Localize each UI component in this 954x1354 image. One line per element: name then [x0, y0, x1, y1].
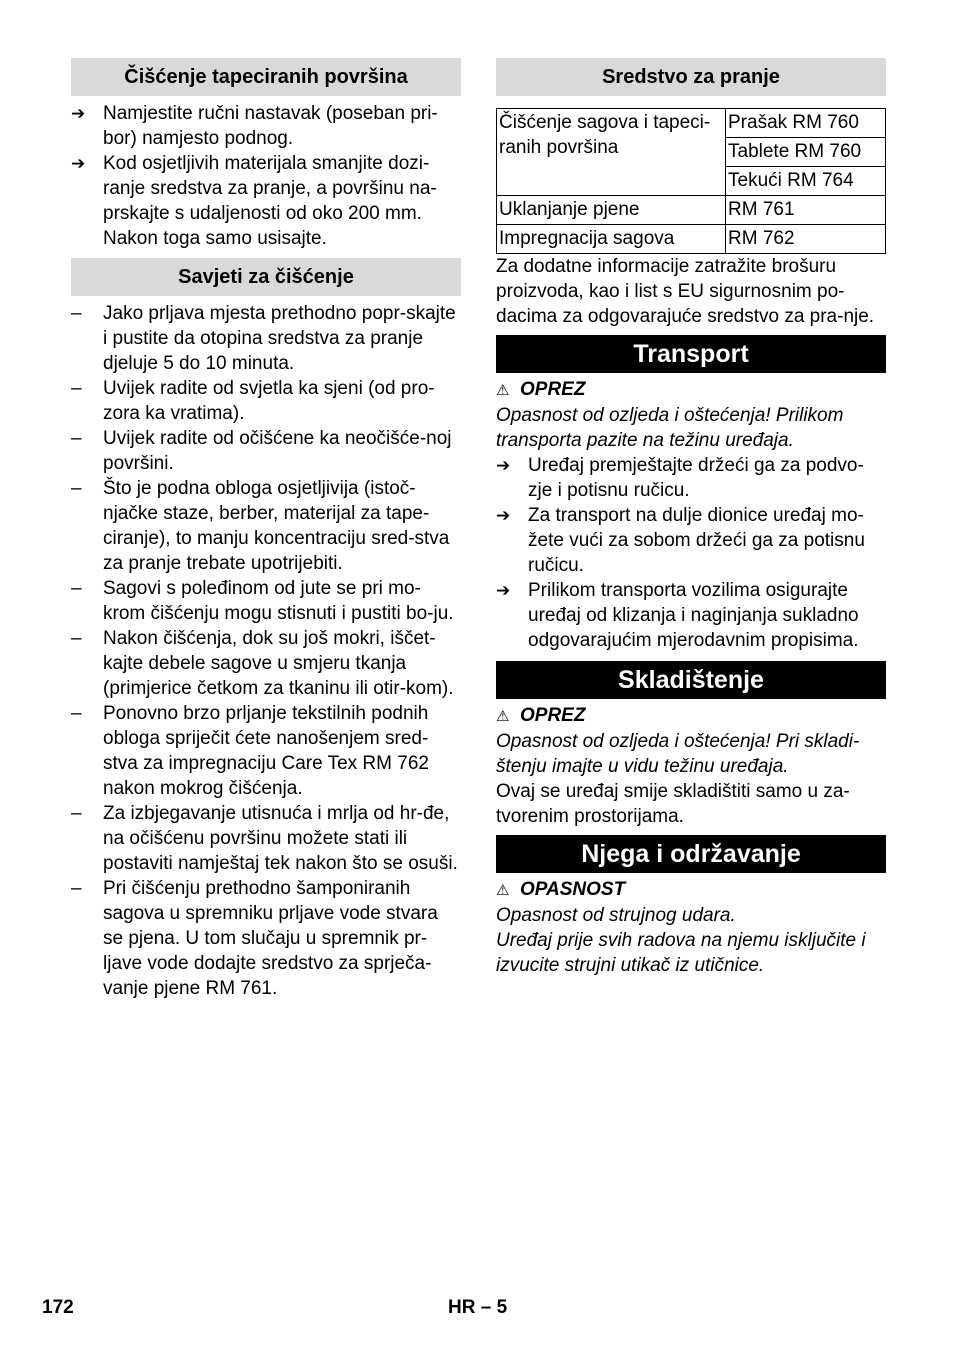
warning-label: OPREZ	[520, 379, 586, 400]
warning-text: Opasnost od ozljeda i oštećenja! Pri skladi-štenju imajte u vidu težinu uređaja.	[496, 731, 860, 777]
arrow-right-icon: ➔	[496, 506, 511, 525]
table-cell: Tablete RM 760	[726, 138, 886, 167]
warning-label: OPASNOST	[520, 879, 626, 900]
list-item: – Jako prljava mjesta prethodno popr-skajte i pustite da otopina sredstva za pranje djeluje 5 do 10 minuta.	[71, 303, 456, 374]
table-cell: RM 761	[726, 196, 886, 225]
list-item: ➔ Namjestite ručni nastavak (poseban pri-bor) namjesto podnog.	[71, 103, 438, 149]
list-item: – Što je podna obloga osjetljivija (istoč-njačke staze, berber, materijal za tape-ciranje), to manju koncentraciju sred-stva za pranje trebate upotrijebiti.	[71, 478, 450, 574]
section-heading-care: Njega i održavanje	[496, 835, 886, 873]
section-heading-upholstery: Čišćenje tapeciranih površina	[71, 58, 461, 96]
warning-text: Uređaj prije svih radova na njemu isključite i izvucite strujni utikač iz utičnice.	[496, 930, 866, 976]
section-heading-storage: Skladištenje	[496, 661, 886, 699]
table-cell: Uklanjanje pjene	[497, 196, 726, 225]
dash-bullet: –	[71, 578, 82, 599]
list-item: – Za izbjegavanje utisnuća i mrlja od hr-đe, na očišćenu površinu možete stati ili postaviti namještaj tek nakon što se osuši.	[71, 803, 458, 874]
dash-bullet: –	[71, 703, 82, 724]
list-item: ➔ Kod osjetljivih materijala smanjite dozi-ranje sredstva za pranje, a površinu na-prskajte s udaljenosti od oko 200 mm. Nakon toga samo usisajte.	[71, 153, 437, 249]
arrow-right-icon: ➔	[496, 456, 511, 475]
list-item: – Nakon čišćenja, dok su još mokri, iščet-kajte debele sagove u smjeru tkanja (primjerice četkom za tkaninu ili otir-kom).	[71, 628, 454, 699]
table-cell: Prašak RM 760	[726, 109, 886, 138]
list-item: ➔ Uređaj premještajte držeći ga za podvo-zje i potisnu ručicu.	[496, 455, 864, 501]
transport-list	[496, 453, 886, 653]
table-cell: Čišćenje sagova i tapeci-ranih površina	[497, 109, 726, 196]
dash-bullet: –	[71, 628, 82, 649]
dash-bullet: –	[71, 303, 82, 324]
warning-text: Opasnost od ozljeda i oštećenja! Prilikom transporta pazite na težinu uređaja.	[496, 405, 844, 451]
upholstery-list	[71, 101, 461, 251]
list-item: – Sagovi s poleđinom od jute se pri mo-krom čišćenju mogu stisnuti i pustiti bo-ju.	[71, 578, 454, 624]
list-item: ➔ Za transport na dulje dionice uređaj mo-žete vući za sobom držeći ga za potisnu ručicu.	[496, 505, 865, 576]
table-row	[497, 109, 886, 138]
detergent-table	[496, 108, 886, 254]
section-heading-detergent: Sredstvo za pranje	[496, 58, 886, 96]
arrow-right-icon: ➔	[71, 154, 86, 173]
storage-warning	[496, 703, 886, 779]
warning-triangle-icon: ⚠	[496, 708, 510, 725]
storage-text: Ovaj se uređaj smije skladištiti samo u za-tvorenim prostorijama.	[496, 781, 850, 827]
table-row	[497, 196, 886, 225]
table-cell: RM 762	[726, 225, 886, 254]
arrow-right-icon: ➔	[71, 104, 86, 123]
list-item: – Pri čišćenju prethodno šamponiranih sagova u spremniku prljave vode stvara se pjena. U tom slučaju u spremnik pr-ljave vode dodajte sredstvo za sprječa-vanje pjene RM 761.	[71, 878, 438, 999]
right-column	[496, 58, 886, 978]
list-item: – Ponovno brzo prljanje tekstilnih podnih obloga spriječit ćete nanošenjem sred-stva za impregnaciju Care Tex RM 762 nakon mokrog čišćenja.	[71, 703, 429, 799]
list-item: – Uvijek radite od svjetla ka sjeni (od pro-zora ka vratima).	[71, 378, 435, 424]
table-cell: Tekući RM 764	[726, 167, 886, 196]
dash-bullet: –	[71, 803, 82, 824]
dash-bullet: –	[71, 478, 82, 499]
table-cell: Impregnacija sagova	[497, 225, 726, 254]
warning-triangle-icon: ⚠	[496, 382, 510, 399]
dash-bullet: –	[71, 878, 82, 899]
warning-text: Opasnost od strujnog udara.	[496, 905, 736, 926]
warning-triangle-icon: ⚠	[496, 882, 510, 899]
list-item: ➔ Prilikom transporta vozilima osigurajte uređaj od klizanja i naginjanja sukladno odgovarajućim mjerodavnim propisima.	[496, 580, 859, 651]
warning-label: OPREZ	[520, 705, 586, 726]
section-heading-tips: Savjeti za čišćenje	[71, 258, 461, 296]
tips-list	[71, 301, 461, 1001]
dash-bullet: –	[71, 428, 82, 449]
section-number: HR – 5	[448, 1297, 508, 1318]
care-warning	[496, 877, 886, 978]
table-row	[497, 225, 886, 254]
list-item: – Uvijek radite od očišćene ka neočišće-noj površini.	[71, 428, 452, 474]
detergent-note: Za dodatne informacije zatražite brošuru proizvoda, kao i list s EU sigurnosnim po-dacima za odgovarajuće sredstvo za pra-nje.	[496, 256, 875, 327]
section-heading-transport: Transport	[496, 335, 886, 373]
page-number: 172	[42, 1297, 74, 1318]
left-column	[71, 58, 461, 1001]
transport-warning	[496, 377, 886, 453]
dash-bullet: –	[71, 378, 82, 399]
arrow-right-icon: ➔	[496, 581, 511, 600]
